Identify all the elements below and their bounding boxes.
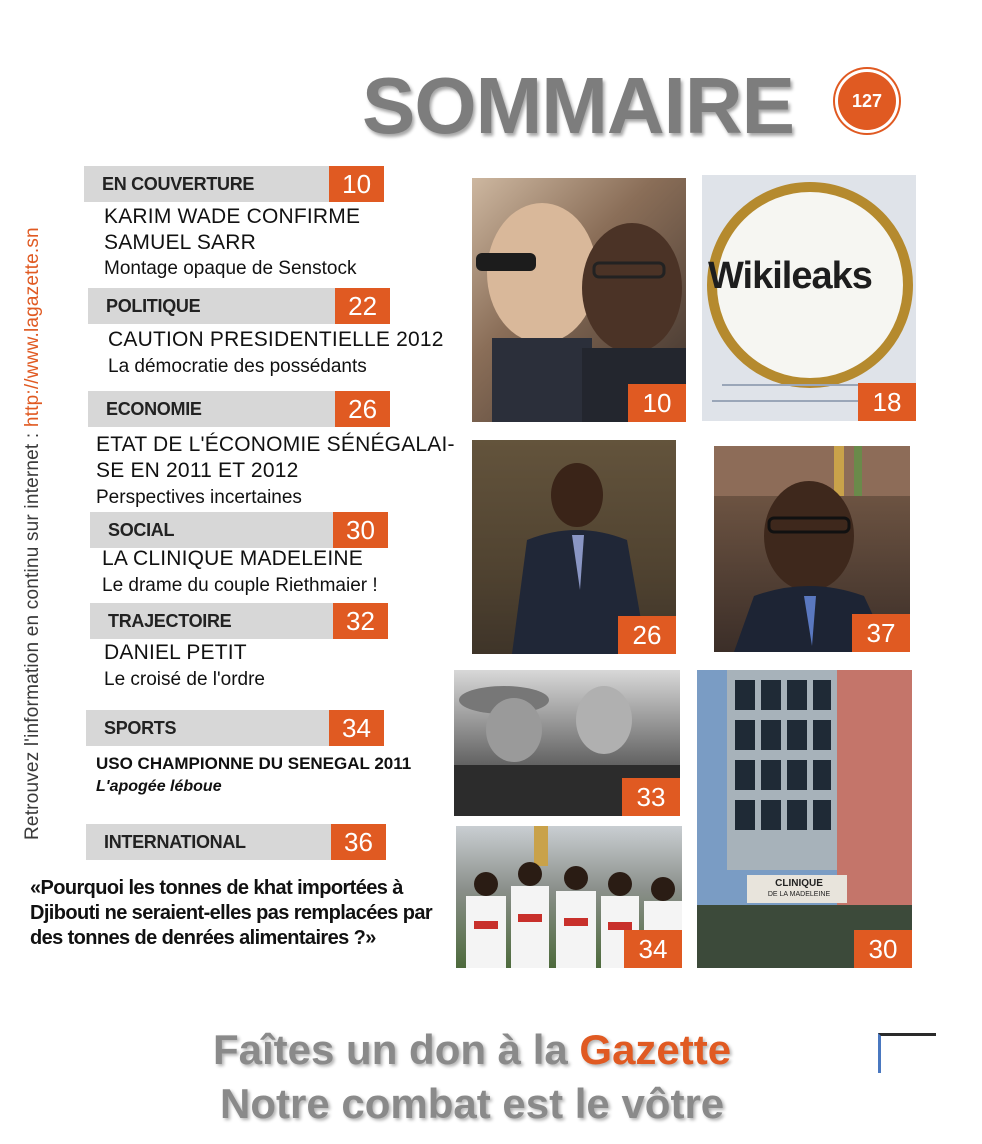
section-subtitle: L'apogée léboue bbox=[96, 778, 222, 795]
section-label: SOCIAL bbox=[90, 512, 333, 548]
website-promo-prefix: Retrouvez l'information en continu sur internet : bbox=[22, 427, 43, 840]
cover-photo bbox=[472, 178, 686, 422]
photo-page-number: 10 bbox=[628, 384, 686, 422]
clinique-sign-line: DE LA MADELEINE bbox=[767, 891, 831, 898]
section-international bbox=[86, 824, 386, 860]
section-sports bbox=[86, 710, 384, 746]
wikileaks-photo bbox=[702, 175, 916, 421]
clinique-sign bbox=[755, 878, 843, 900]
section-label: ECONOMIE bbox=[88, 391, 335, 427]
section-headline: DANIEL PETIT bbox=[104, 641, 247, 664]
section-label: SPORTS bbox=[86, 710, 329, 746]
section-en-couverture bbox=[84, 166, 384, 202]
section-headline: LA CLINIQUE MADELEINE bbox=[102, 547, 363, 570]
economy-photo bbox=[472, 440, 676, 654]
photo-page-number: 33 bbox=[622, 778, 680, 816]
pull-quote: «Pourquoi les tonnes de khat importées à Djibouti ne seraient-elles pas remplacées par des tonnes de denrées alimentaires ?» bbox=[30, 877, 433, 949]
section-headline: ETAT DE L'ÉCONOMIE SÉNÉGALAI- bbox=[96, 433, 455, 456]
website-promo-text bbox=[22, 227, 48, 840]
section-page-number: 34 bbox=[329, 710, 384, 746]
website-url-link[interactable]: http://www.lagazette.sn bbox=[22, 227, 43, 428]
footer-donation-text: Faîtes un don à la bbox=[213, 1026, 580, 1073]
sports-photo bbox=[456, 826, 682, 968]
footer-slogan: Notre combat est le vôtre bbox=[220, 1080, 725, 1127]
section-subtitle: Perspectives incertaines bbox=[96, 487, 302, 508]
section-label: INTERNATIONAL bbox=[86, 824, 331, 860]
section-trajectoire bbox=[90, 603, 388, 639]
footer-donation-line bbox=[213, 1026, 731, 1074]
building-illustration bbox=[697, 670, 912, 968]
section-subtitle: Le croisé de l'ordre bbox=[104, 669, 265, 690]
clinique-sign-line: CLINIQUE bbox=[775, 878, 823, 889]
page-title: SOMMAIRE bbox=[362, 61, 794, 150]
photo-page-number: 34 bbox=[624, 930, 682, 968]
section-subtitle: La démocratie des possédants bbox=[108, 356, 367, 377]
wikileaks-word: Wikileaks bbox=[708, 255, 872, 297]
section-page-number: 32 bbox=[333, 603, 388, 639]
section-label: TRAJECTOIRE bbox=[90, 603, 333, 639]
section-subtitle: Le drame du couple Riethmaier ! bbox=[102, 575, 378, 596]
footer-gazette-accent: Gazette bbox=[579, 1026, 732, 1073]
section-headline: SAMUEL SARR bbox=[104, 231, 256, 254]
section-politique bbox=[88, 288, 390, 324]
section-headline: USO CHAMPIONNE DU SENEGAL 2011 bbox=[96, 754, 412, 773]
clinique-photo bbox=[697, 670, 912, 968]
section-page-number: 22 bbox=[335, 288, 390, 324]
corner-mark bbox=[878, 1033, 936, 1073]
photo-page-number: 18 bbox=[858, 383, 916, 421]
section-headline: SE EN 2011 ET 2012 bbox=[96, 459, 299, 482]
archive-photo bbox=[454, 670, 680, 816]
section-social bbox=[90, 512, 388, 548]
section-headline: CAUTION PRESIDENTIELLE 2012 bbox=[108, 328, 444, 351]
section-label: EN COUVERTURE bbox=[84, 166, 329, 202]
photo-page-number: 30 bbox=[854, 930, 912, 968]
section-label: POLITIQUE bbox=[88, 288, 335, 324]
section-page-number: 30 bbox=[333, 512, 388, 548]
section-page-number: 26 bbox=[335, 391, 390, 427]
photo-page-number: 26 bbox=[618, 616, 676, 654]
section-page-number: 36 bbox=[331, 824, 386, 860]
section-page-number: 10 bbox=[329, 166, 384, 202]
section-headline: KARIM WADE CONFIRME bbox=[104, 205, 361, 228]
section-subtitle: Montage opaque de Senstock bbox=[104, 258, 357, 279]
trajectoire-photo bbox=[714, 446, 910, 652]
photo-page-number: 37 bbox=[852, 614, 910, 652]
section-economie bbox=[88, 391, 390, 427]
issue-number-badge: 127 bbox=[838, 72, 896, 130]
